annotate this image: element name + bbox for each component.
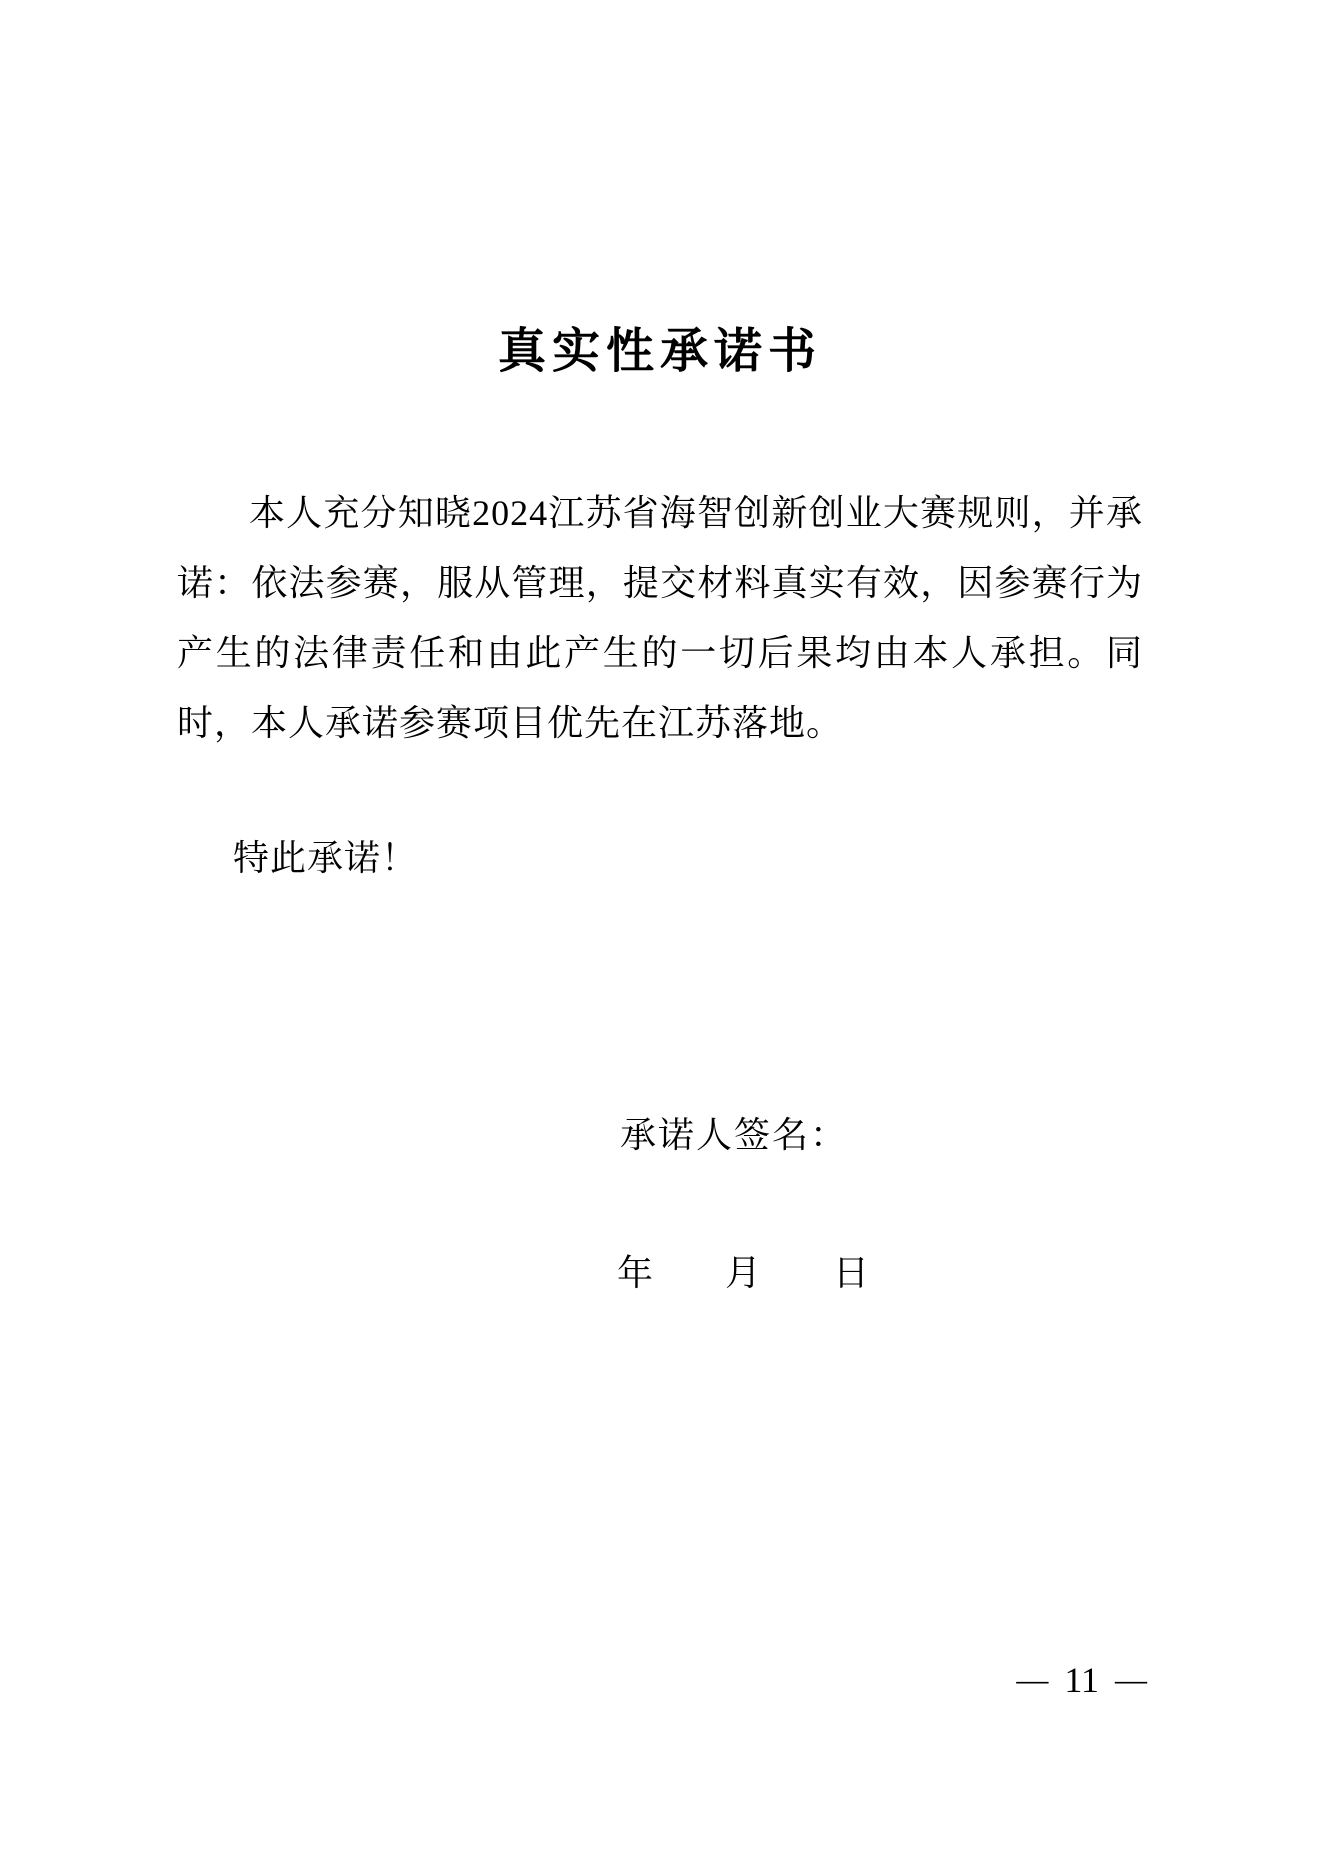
year-label: 年 — [617, 1253, 654, 1293]
closing-statement: 特此承诺！ — [233, 838, 419, 878]
document-title: 真实性承诺书 — [497, 325, 822, 378]
signature-label: 承诺人签名： — [620, 1115, 849, 1155]
date-line — [617, 1238, 869, 1308]
page-number — [1016, 1658, 1147, 1702]
page-number-dash-right: — — [1115, 1661, 1147, 1697]
commitment-paragraph: 本人充分知晓2024江苏省海智创新创业大赛规则，并承诺：依法参赛，服从管理，提交材料真实有效，因参赛行为产生的法律责任和由此产生的一切后果均由本人承担。同时，本人承诺参赛项目优先在江苏落地。 — [177, 493, 1143, 743]
day-label: 日 — [833, 1253, 870, 1293]
page-number-dash-left: — — [1016, 1661, 1049, 1697]
page-number-value: 11 — [1064, 1660, 1099, 1700]
month-label: 月 — [725, 1253, 762, 1293]
signature-line — [620, 1100, 848, 1170]
